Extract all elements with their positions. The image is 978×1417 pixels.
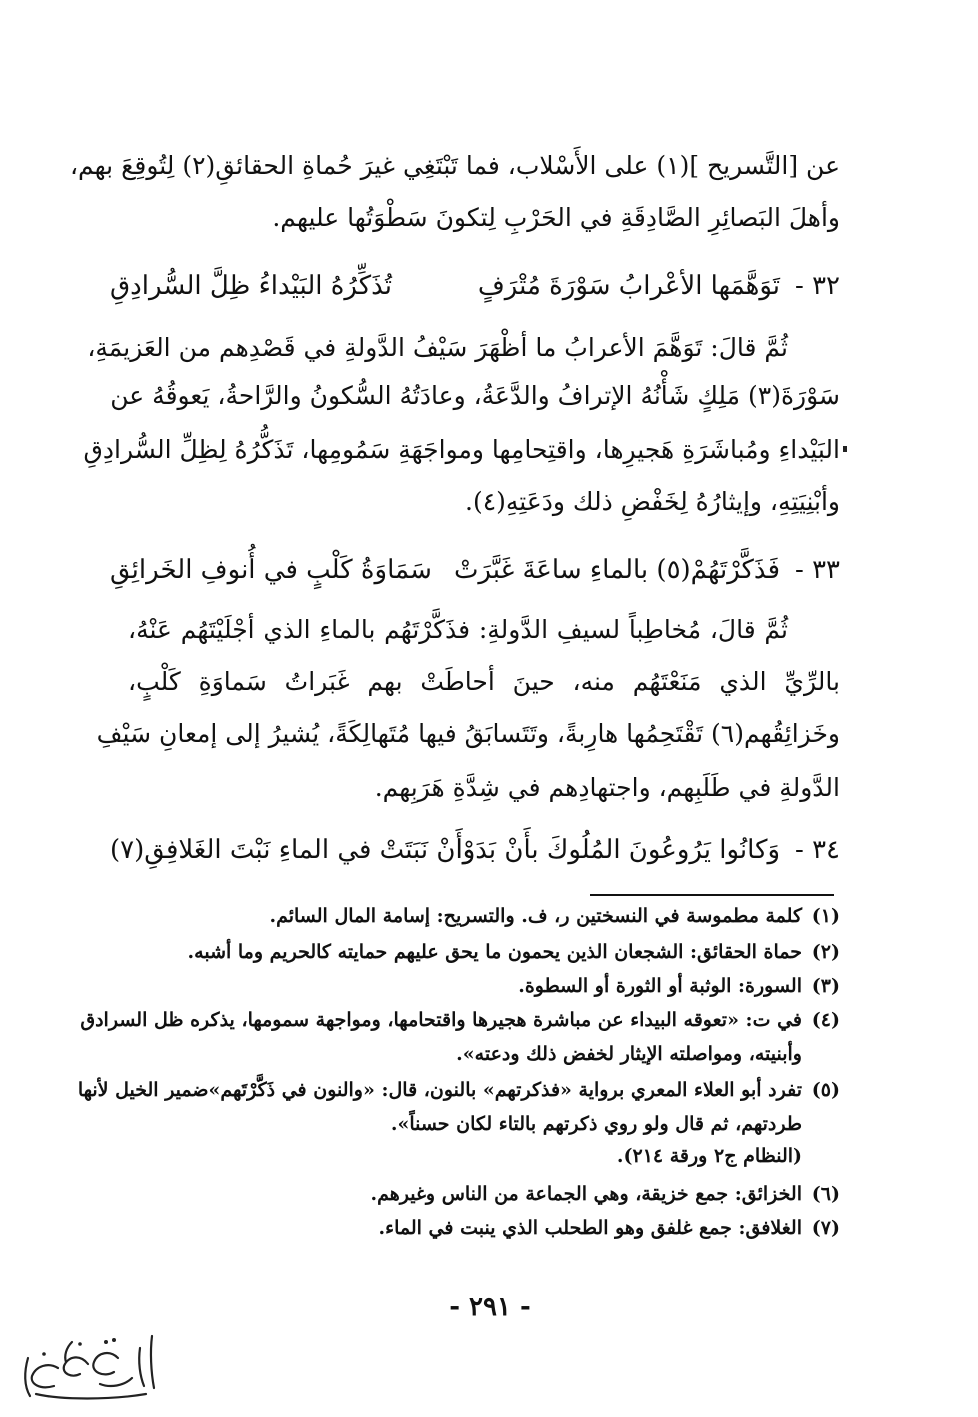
verse-second-hemistich: سَمَاوَةُ كَلْبٍ في أُنوفِ الخَرائِقِ <box>110 555 432 585</box>
body-line-4: سَوْرَةَ(٣) مَلِكٍ شَأْنُهُ الإترافُ والدَّعَةُ، وعادَتُهُ السُّكونُ والرَّاحةُ، يَعوقُهُ عن <box>110 381 840 410</box>
verse-first-hemistich: وَكانُوا يَرُوعُونَ المُلُوكَ بأَنْ بَدَوْا <box>455 835 780 865</box>
footnote-text: الخزائق: جمع خزيقة، وهي الجماعة من الناس وغيرهم. <box>370 1183 802 1205</box>
body-line-2: وأهلَ البَصائِرِ الصَّادِقَةِ في الحَرْبِ لِتكونَ سَطْوَتُها عليهم. <box>272 203 840 232</box>
footnote-text: في ت: «تعوقه البيداء عن مباشرة هجيرها واقتحامها، ومواجهة سمومها، يذكره ظل السرادق <box>80 1009 802 1031</box>
footnote-6 <box>140 1180 840 1208</box>
publisher-logo <box>14 1328 164 1406</box>
body-line-1: عن [التَّسريح ](١) على الأَسْلاب، فما تَبْتَغِي غيرَ حُماةِ الحقائقِ(٢) لِتُوقِعَ بهم، <box>69 151 840 180</box>
footnote-number: (٥) <box>811 1079 840 1101</box>
verse-second-hemistich: وأَنْ نَبَتَتْ في الماءِ نَبْتَ الغَلافِقِ(٧) <box>110 835 476 865</box>
footnote-number: (١) <box>811 905 840 927</box>
footnote-number: (٤) <box>811 1009 840 1031</box>
footnote-4 <box>80 1006 840 1034</box>
verse-first-hemistich: فَذَكَّرْتَهُمْ(٥) بالماءِ ساعَةَ غَبَّرَتْ <box>453 555 780 585</box>
verse-number: ٣٣ - <box>795 555 840 585</box>
margin-mark <box>843 446 847 452</box>
verse-number: ٣٤ - <box>795 835 840 865</box>
footnote-1 <box>140 902 840 930</box>
footnote-5 <box>77 1076 840 1104</box>
footnote-text: حماة الحقائق: الشجعان الذين يحمون ما يحق عليهم حمايته كالحريم وما أشبه. <box>187 941 802 963</box>
body-line-10: الدَّولةِ في طَلَبِهم، واجتهادِهم في شِدَّةِ هَرَبِهم. <box>374 773 840 802</box>
footnote-7 <box>140 1214 840 1242</box>
body-line-7: ثُمَّ قالَ، مُخاطِباً لسيفِ الدَّولةِ: فذَكَّرْتَهُم بالماءِ الذي أجْلَيْتَهُم عَنْهُ، <box>128 615 788 644</box>
footnote-5-source: (النظام ج٢ ورقة ٢١٤). <box>616 1145 802 1167</box>
verse-first-hemistich: تَوَهَّمَها الأعْرابُ سَوْرَةَ مُتْرَفٍ <box>477 271 780 301</box>
verse-second-hemistich: تُذَكِّرُهُ البَيْداءُ ظِلَّ السُّرادِقِ <box>110 271 393 301</box>
footnote-text: تفرد أبو العلاء المعري برواية «فذكرتهم» بالنون، قال: «والنون في ذَكَّرْتَهم»ضمير الخيل لأنها <box>77 1079 802 1101</box>
body-line-9: وخَزائِقُهم(٦) تَقْتَحِمُها هارِبةً، وتَتَسابَقُ فيها مُتَهالِكَةً، يُشيرُ إلى إمعانِ سَيْفِ <box>96 719 840 748</box>
body-line-3: ثُمَّ قالَ: تَوَهَّمَ الأعرابُ ما أظْهَرَ سَيْفُ الدَّولةِ في قَصْدِهم من العَزيمَةِ، <box>87 333 788 362</box>
page-number: - ٢٩١ - <box>449 1292 531 1322</box>
footnote-text: السورة: الوثبة أو الثورة أو السطوة. <box>518 975 802 997</box>
footnote-number: (٣) <box>811 975 840 997</box>
footnote-4-cont: وأبنيته، ومواصلته الإيثار لخفض ذلك ودعته». <box>456 1043 802 1065</box>
footnote-number: (٧) <box>811 1217 840 1239</box>
body-line-6: وأبْنِيَتِهِ، وإيثارُهُ لِخَفْضِ ذلك ودَعَتِهِ(٤). <box>465 487 840 516</box>
footnote-text: كلمة مطموسة في النسختين ر، ف. والتسريح: إسامة المال السائم. <box>269 905 802 927</box>
footnote-divider <box>590 894 834 896</box>
verse-number: ٣٢ - <box>795 271 840 301</box>
footnote-number: (٦) <box>811 1183 840 1205</box>
body-line-8: بالرِّيِّ الذي مَنَعْتَهُم منه، حينَ أحاطَتْ بهم غَبَراتُ سَماوَةِ كَلْبٍ، <box>128 667 840 696</box>
footnote-5-cont: طردتهم، ثم قال ولو روي ذكرتهم بالتاء لكان حسناً». <box>390 1113 802 1135</box>
footnote-number: (٢) <box>811 941 840 963</box>
footnote-3 <box>140 972 840 1000</box>
footnote-2 <box>140 938 840 966</box>
footnote-text: الغلافق: جمع غلفق وهو الطحلب الذي ينبت في الماء. <box>378 1217 802 1239</box>
body-line-5: البَيْداءِ ومُباشَرَةِ هَجيرِها، واقتِحامِها ومواجَهَةِ سَمُومِها، تَذَكُّرُهُ لِظِلِّ السُّرادِقِ <box>83 435 840 464</box>
